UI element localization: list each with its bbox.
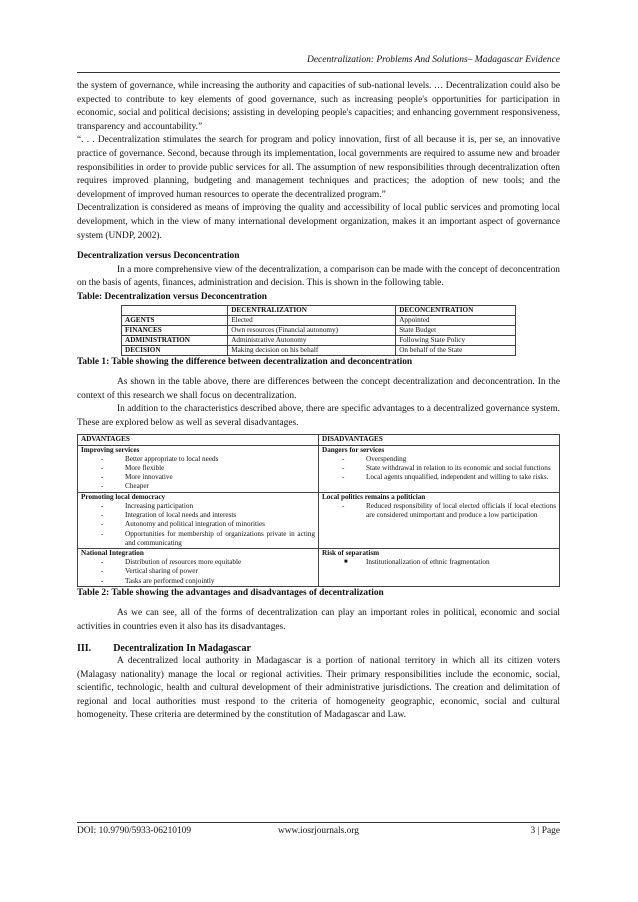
list-item: - State withdrawal in relation to its economic and social functions bbox=[342, 464, 551, 473]
section-title bbox=[77, 642, 560, 656]
table1-title: Table: Decentralization versus Deconcentration bbox=[77, 291, 267, 302]
row-label: Improving services bbox=[81, 445, 140, 454]
row-label: Risk of separatism bbox=[322, 548, 380, 557]
list-item: - More flexible bbox=[101, 464, 165, 473]
table-cell: DECENTRALIZATION bbox=[228, 305, 396, 315]
table-header-row bbox=[78, 435, 560, 445]
table-cell: State Budget bbox=[396, 325, 516, 335]
table-cell bbox=[319, 492, 560, 548]
comparison-table bbox=[121, 305, 516, 356]
table-row bbox=[122, 325, 516, 335]
table-cell: Elected bbox=[228, 315, 396, 325]
row-label: Dangers for services bbox=[322, 445, 385, 454]
footer-rule bbox=[77, 822, 560, 823]
table-cell bbox=[78, 548, 319, 586]
advantages-list bbox=[81, 455, 315, 492]
row-label: National Integration bbox=[81, 548, 144, 557]
main-content bbox=[77, 80, 560, 723]
table2-caption: Table 2: Table showing the advantages and disadvantages of decentralization bbox=[77, 587, 384, 598]
table-cell bbox=[122, 305, 228, 315]
table-row bbox=[122, 315, 516, 325]
table-cell: DECISION bbox=[122, 345, 228, 355]
table-cell bbox=[78, 445, 319, 492]
paragraph-4: In a more comprehensive view of the decentralization, a comparison can be made with the concept of deconcentration on the basis of agents, finances, administration and decision. This is shown in the following table. bbox=[77, 264, 560, 289]
table-row bbox=[78, 548, 560, 586]
table-cell bbox=[319, 548, 560, 586]
disadvantages-list bbox=[322, 558, 556, 567]
table-row bbox=[78, 492, 560, 548]
paragraph-3: Decentralization is considered as means of improving the quality and accessibility of local public services and promoting local development, which in the view of many international development organization, makes it an important aspect of governance system (UNDP, 2002). bbox=[77, 203, 560, 241]
table-cell bbox=[319, 445, 560, 492]
list-item: - Distribution of resources more equitable bbox=[101, 558, 242, 567]
table-cell: On behalf of the State bbox=[396, 345, 516, 355]
list-item: - Vertical sharing of power bbox=[101, 567, 198, 576]
disadvantages-list bbox=[322, 502, 556, 520]
list-item: - Reduced responsibility of local elected officials if local elections are considered unimportant and produce a low participation bbox=[342, 501, 556, 520]
section-title-text: Decentralization In Madagascar bbox=[113, 642, 251, 654]
disadvantages-list bbox=[322, 455, 556, 483]
advantages-list bbox=[81, 558, 315, 586]
table-cell: Making decision on his behalf bbox=[228, 345, 396, 355]
table1-caption: Table 1: Table showing the difference between decentralization and deconcentration bbox=[77, 356, 413, 367]
table-cell: Own resources (Financial autonomy) bbox=[228, 325, 396, 335]
paragraph-1: the system of governance, while increasing the authority and capacities of sub-national levels. … Decentralization could also be expected to contribute to key elements of good governance, such as increasing people's opportunities for participation in economic, social and political decisions; assisting in developing people's capacities; and enhancing government responsiveness, transparency and accountability.” bbox=[77, 81, 560, 132]
list-item: - More innovative bbox=[101, 473, 173, 482]
row-label: Promoting local democracy bbox=[81, 492, 166, 501]
paragraph-8: A decentralized local authority in Madagascar is a portion of national territory in which all its citizen voters (Malagasy nationality) manage the local or regional activities. Their primary responsibilities include the economic, social, scientific, technologic, health and cultural development of their administrative jurisdictions. The creation and delimitation of regional and local authorities must respond to the criteria of homogeneity geographic, economic, social and cultural homogeneity. These criteria are determined by the constitution of Madagascar and Law. bbox=[77, 656, 560, 721]
list-item: - Autonomy and political integration of minorities bbox=[101, 520, 265, 529]
section-number: III. bbox=[77, 642, 92, 654]
table-cell: DECONCENTRATION bbox=[396, 305, 516, 315]
doi-text: DOI: 10.9790/5933-06210109 bbox=[77, 826, 192, 836]
list-item: - Increasing participation bbox=[101, 501, 194, 510]
table-cell bbox=[78, 492, 319, 548]
paragraph-7: As we can see, all of the forms of decentralization can play an important roles in political, economic and social activities in countries even it also has its disadvantages. bbox=[77, 608, 560, 632]
list-item: - Better appropriate to local needs bbox=[101, 454, 219, 463]
row-label: Local politics remains a politician bbox=[322, 492, 426, 501]
advantages-table bbox=[77, 434, 560, 586]
table-header-row bbox=[122, 305, 516, 315]
list-item: - Integration of local needs and interests bbox=[101, 511, 237, 520]
section-heading: Decentralization versus Deconcentration bbox=[77, 251, 240, 262]
list-item: - Tasks are performed conjointly bbox=[101, 576, 215, 585]
table-cell: FINANCES bbox=[122, 325, 228, 335]
paragraph-6: In addition to the characteristics described above, there are specific advantages to a decentralized governance system. These are explored below as well as several disadvantages. bbox=[77, 404, 560, 428]
table-row bbox=[122, 335, 516, 345]
table-row bbox=[122, 345, 516, 355]
running-header: Decentralization: Problems And Solutions– Madagascar Evidence bbox=[306, 55, 560, 65]
page-number: 3 | Page bbox=[530, 826, 560, 836]
list-item: ■ Institutionalization of ethnic fragmentation bbox=[344, 558, 490, 567]
paragraph-5: As shown in the table above, there are differences between the concept decentralization and deconcentration. In the context of this research we shall focus on decentralization. bbox=[77, 377, 560, 401]
table-cell: Following State Policy bbox=[396, 335, 516, 345]
advantages-list bbox=[81, 502, 315, 548]
header-rule bbox=[77, 72, 560, 73]
table-cell: ADVANTAGES bbox=[78, 435, 319, 445]
list-item: - Local agents unqualified, independent and willing to take risks. bbox=[342, 473, 549, 482]
website-link[interactable]: www.iosrjournals.org bbox=[278, 826, 359, 836]
bullet-icon: ■ bbox=[344, 559, 348, 566]
list-item: - Overspending bbox=[342, 454, 407, 463]
list-item: - Cheaper bbox=[101, 482, 149, 491]
list-item: - Opportunities for membership of organizations private in acting and communicating bbox=[101, 529, 315, 547]
paragraph-2: “. . . Decentralization stimulates the search for program and policy innovation, first of all because it is, per se, an innovative practice of governance. Second, because through its implementation, local governments are required to assume new and broader responsibilities in order to provide public services for all. The assumption of new responsibilities through decentralization often requires improved planning, budgeting and management techniques and practices; the adoption of new tools; and the development of improved human resources to operate the decentralized program.” bbox=[77, 135, 560, 200]
table-cell: DISADVANTAGES bbox=[319, 435, 560, 445]
table-cell: ADMINISTRATION bbox=[122, 335, 228, 345]
table-cell: Administrative Autonomy bbox=[228, 335, 396, 345]
table-cell: Appointed bbox=[396, 315, 516, 325]
table-row bbox=[78, 445, 560, 492]
table-cell: AGENTS bbox=[122, 315, 228, 325]
